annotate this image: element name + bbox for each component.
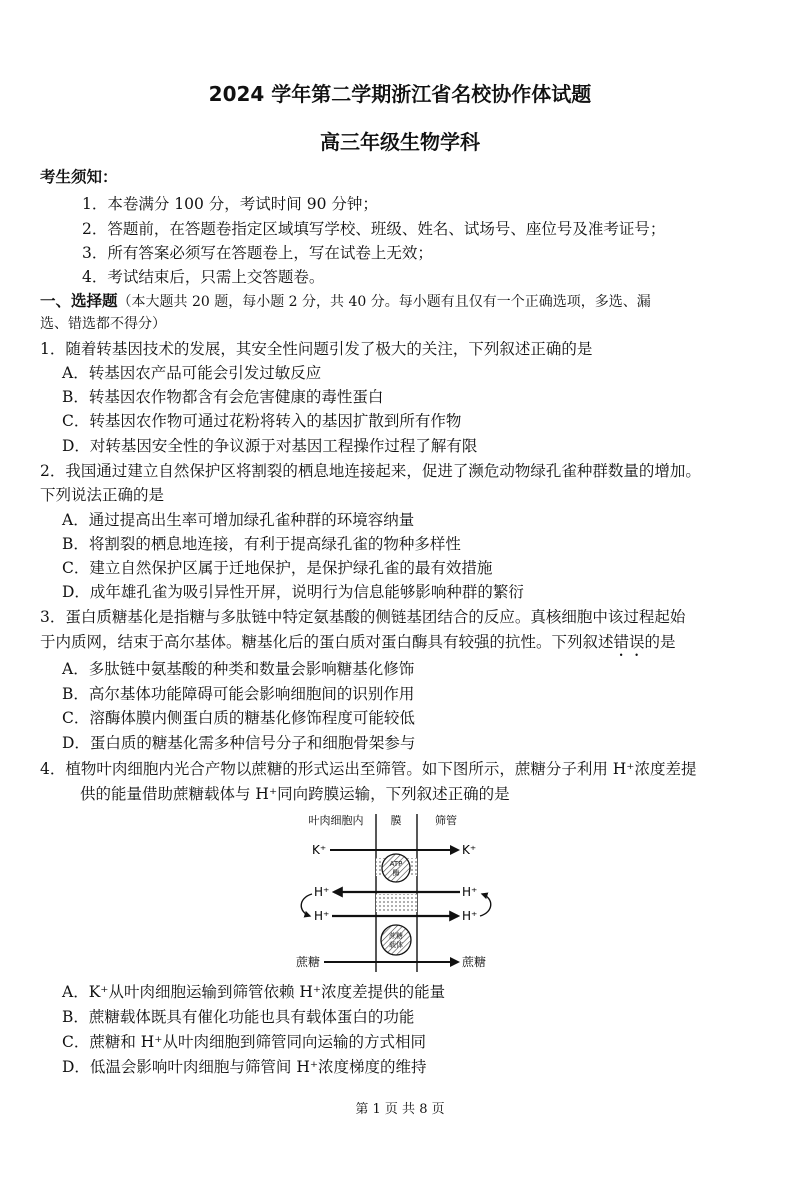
- section-description: （本大题共 20 题，每小题 2 分，共 40 分。每小题有且仅有一个正确选项，多选、漏: [117, 294, 651, 310]
- h-ion-right-top: H⁺: [462, 885, 478, 899]
- question-3-option-c: C．溶酶体膜内侧蛋白质的糖基化修饰程度可能较低: [62, 709, 415, 727]
- question-2-option-d: D．成年雄孔雀为吸引异性开屏，说明行为信息能够影响种群的繁衍: [62, 583, 524, 601]
- page-number: 第 1 页 共 8 页: [355, 1102, 445, 1117]
- question-4-option-b: B．蔗糖载体既具有催化功能也具有载体蛋白的功能: [62, 1008, 415, 1026]
- section-header: [40, 289, 651, 311]
- sucrose-left: 蔗糖: [296, 955, 321, 969]
- question-3-tail: 的是: [644, 633, 676, 651]
- question-4-stem-cont: 供的能量借助蔗糖载体与 H⁺同向跨膜运输，下列叙述正确的是: [80, 785, 510, 803]
- question-2-option-c: C．建立自然保护区属于迁地保护，是保护绿孔雀的最有效措施: [62, 559, 493, 577]
- section-description-cont: 选、错选都不得分）: [40, 316, 166, 332]
- k-ion-right: K⁺: [462, 843, 477, 857]
- label-membrane: 膜: [390, 814, 402, 827]
- question-4-option-a: A．K⁺从叶肉细胞运输到筛管依赖 H⁺浓度差提供的能量: [62, 983, 446, 1001]
- label-mesophyll: 叶肉细胞内: [308, 814, 364, 827]
- section-title: 一、选择题: [40, 291, 118, 310]
- h-ion-right-bottom: H⁺: [462, 909, 478, 923]
- notice-item: 1．本卷满分 100 分，考试时间 90 分钟；: [82, 195, 378, 213]
- h-ion-left-bottom: H⁺: [314, 909, 330, 923]
- notice-heading: 考生须知：: [40, 167, 118, 186]
- right-curved-arrow: [480, 894, 491, 916]
- sucrose-carrier-label2: 载体: [389, 941, 403, 949]
- question-3-stem-cont: [40, 630, 676, 660]
- sucrose-right: 蔗糖: [462, 955, 487, 969]
- sucrose-carrier-label: 蔗糖: [389, 932, 403, 940]
- notice-item: 4．考试结束后，只需上交答题卷。: [82, 268, 325, 286]
- question-3-option-b: B．高尔基体功能障碍可能会影响细胞间的识别作用: [62, 685, 415, 703]
- exam-title: 2024 学年第二学期浙江省名校协作体试题: [208, 82, 592, 106]
- question-3-option-a: A．多肽链中氨基酸的种类和数量会影响糖基化修饰: [62, 660, 415, 678]
- question-4-option-d: D．低温会影响叶肉细胞与筛管间 H⁺浓度梯度的维持: [62, 1058, 427, 1076]
- question-2-option-b: B．将割裂的栖息地连接，有利于提高绿孔雀的物种多样性: [62, 535, 461, 553]
- question-3-stem: 3．蛋白质糖基化是指糖与多肽链中特定氨基酸的侧链基团结合的反应。真核细胞中该过程起始: [40, 608, 686, 626]
- notice-item: 3．所有答案必须写在答题卷上，写在试卷上无效；: [82, 244, 433, 262]
- left-curved-arrow: [301, 894, 312, 916]
- sucrose-carrier-circle: [381, 925, 411, 955]
- notice-item: 2．答题前，在答题卷指定区域填写学校、班级、姓名、试场号、座位号及准考证号；: [82, 220, 666, 238]
- membrane-dotted-segment: [376, 894, 417, 912]
- question-2-stem: 2．我国通过建立自然保护区将割裂的栖息地连接起来，促进了濒危动物绿孔雀种群数量的增加。: [40, 462, 701, 480]
- question-1-option-c: C．转基因农作物可通过花粉将转入的基因扩散到所有作物: [62, 412, 462, 430]
- question-4-option-c: C．蔗糖和 H⁺从叶肉细胞到筛管同向运输的方式相同: [62, 1033, 426, 1051]
- question-2-stem-cont: 下列说法正确的是: [40, 486, 165, 504]
- question-1-option-d: D．对转基因安全性的争议源于对基因工程操作过程了解有限: [62, 437, 478, 455]
- question-3-option-d: D．蛋白质的糖基化需多种信号分子和细胞骨架参与: [62, 734, 416, 752]
- h-ion-left-top: H⁺: [314, 885, 330, 899]
- label-sieve-tube: 筛管: [435, 814, 457, 827]
- k-ion-left: K⁺: [312, 843, 327, 857]
- question-3-stem-text: 于内质网，结束于高尔基体。糖基化后的蛋白质对蛋白酶具有较强的抗性。下列叙述: [40, 633, 614, 651]
- question-3-emphasis: 错误: [613, 633, 645, 651]
- atp-enzyme-circle: [382, 854, 410, 882]
- question-1-option-a: A．转基因农产品可能会引发过敏反应: [62, 364, 322, 382]
- question-4-stem: 4．植物叶肉细胞内光合产物以蔗糖的形式运出至筛管。如下图所示，蔗糖分子利用 H⁺浓度差提: [40, 760, 697, 778]
- atp-enzyme-label2: 酶: [392, 869, 400, 877]
- question-2-option-a: A．通过提高出生率可增加绿孔雀种群的环境容纳量: [62, 511, 415, 529]
- membrane-transport-diagram: [290, 812, 510, 974]
- exam-subtitle: 高三年级生物学科: [320, 130, 480, 154]
- atp-enzyme-label: ATP: [389, 860, 403, 868]
- question-1-stem: 1．随着转基因技术的发展，其安全性问题引发了极大的关注，下列叙述正确的是: [40, 340, 593, 358]
- question-1-option-b: B．转基因农作物都含有会危害健康的毒性蛋白: [62, 388, 384, 406]
